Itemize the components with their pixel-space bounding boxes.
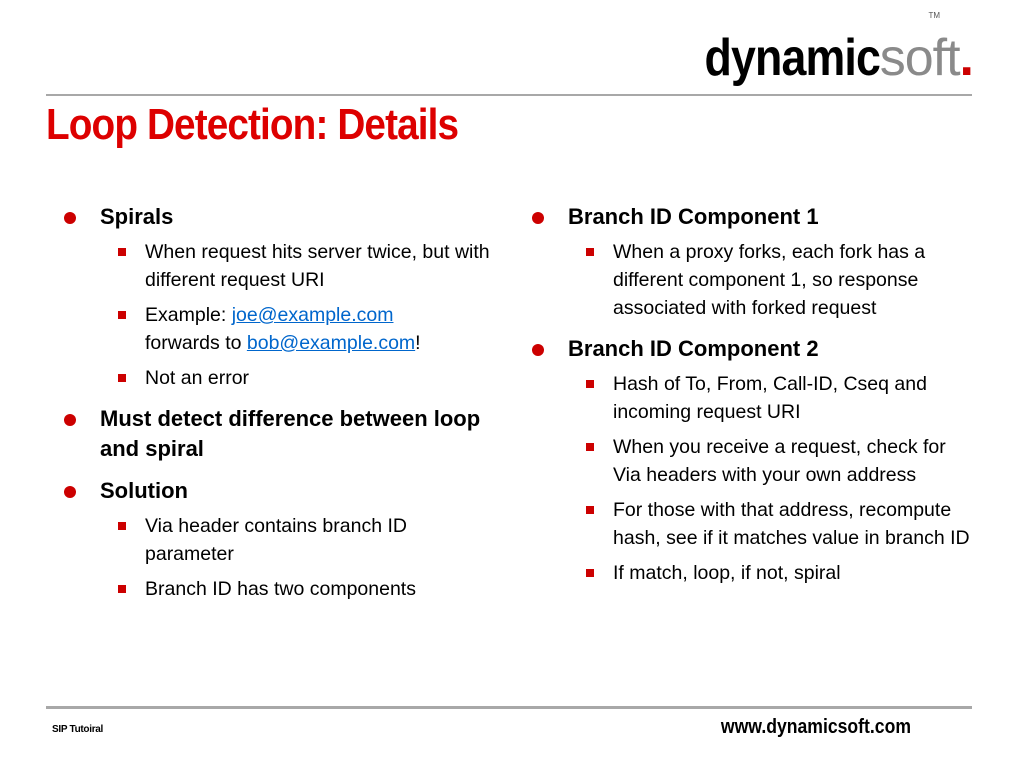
sub-bullet-text: When request hits server twice, but with different request URI bbox=[145, 241, 490, 291]
bullet-solution bbox=[64, 476, 494, 506]
sub-bullet-text: When a proxy forks, each fork has a different component 1, so response associated with forked request bbox=[613, 241, 926, 319]
sub-bullet-recompute-hash bbox=[532, 496, 972, 552]
square-bullet-icon bbox=[586, 506, 594, 514]
sub-bullet-via-header bbox=[64, 512, 494, 568]
bullet-must-detect bbox=[64, 404, 494, 464]
example-suffix: ! bbox=[415, 332, 421, 354]
sub-bullet-text: Hash of To, From, Call-ID, Cseq and incoming request URI bbox=[613, 373, 927, 423]
bullet-solution-text: Solution bbox=[100, 478, 188, 503]
sub-bullet-text: Branch ID has two components bbox=[145, 578, 416, 600]
bullet-spirals-text: Spirals bbox=[100, 204, 174, 229]
sub-bullet-receive-request bbox=[532, 433, 972, 489]
logo-light-text: soft bbox=[879, 29, 960, 87]
footer-label: SIP Tutoiral bbox=[52, 724, 104, 735]
component1-group bbox=[532, 202, 972, 322]
round-bullet-icon bbox=[532, 344, 544, 356]
round-bullet-icon bbox=[532, 212, 544, 224]
sub-bullet-text: If match, loop, if not, spiral bbox=[613, 562, 841, 584]
example-prefix: Example: bbox=[145, 304, 232, 326]
right-column bbox=[532, 202, 972, 599]
footer-website-link[interactable]: www.dynamicsoft.com bbox=[720, 716, 911, 738]
logo-bold-text: dynamic bbox=[704, 29, 880, 87]
sub-bullet-text: Via header contains branch ID parameter bbox=[145, 515, 407, 565]
spirals-group bbox=[64, 202, 494, 392]
square-bullet-icon bbox=[118, 248, 126, 256]
sub-bullet-text: When you receive a request, check for Via headers with your own address bbox=[613, 436, 946, 486]
sub-bullet-text: For those with that address, recompute hash, see if it matches value in branch ID bbox=[613, 499, 970, 549]
bullet-spirals bbox=[64, 202, 494, 232]
bullet-component-2-text: Branch ID Component 2 bbox=[568, 336, 819, 361]
square-bullet-icon bbox=[586, 443, 594, 451]
must-detect-group bbox=[64, 404, 494, 464]
joe-email-link[interactable]: joe@example.com bbox=[231, 304, 394, 326]
square-bullet-icon bbox=[586, 569, 594, 577]
logo-trademark: TM bbox=[928, 11, 940, 20]
round-bullet-icon bbox=[64, 414, 76, 426]
bob-email-link[interactable]: bob@example.com bbox=[246, 332, 416, 354]
solution-group bbox=[64, 476, 494, 603]
sub-bullet-example bbox=[64, 301, 494, 357]
square-bullet-icon bbox=[118, 311, 126, 319]
component2-group bbox=[532, 334, 972, 587]
square-bullet-icon bbox=[586, 380, 594, 388]
top-divider bbox=[46, 94, 972, 96]
bullet-must-detect-text: Must detect difference between loop and spiral bbox=[100, 406, 481, 461]
left-column bbox=[64, 202, 494, 615]
bullet-component-1 bbox=[532, 202, 972, 232]
dynamicsoft-logo bbox=[676, 11, 974, 90]
square-bullet-icon bbox=[586, 248, 594, 256]
sub-bullet-two-components bbox=[64, 575, 494, 603]
sub-bullet-not-error bbox=[64, 364, 494, 392]
square-bullet-icon bbox=[118, 522, 126, 530]
sub-bullet-if-match bbox=[532, 559, 972, 587]
bullet-component-2 bbox=[532, 334, 972, 364]
example-mid: forwards to bbox=[145, 332, 247, 354]
bullet-component-1-text: Branch ID Component 1 bbox=[568, 204, 819, 229]
logo-dot: . bbox=[959, 29, 974, 87]
square-bullet-icon bbox=[118, 374, 126, 382]
round-bullet-icon bbox=[64, 212, 76, 224]
sub-bullet-text: Not an error bbox=[145, 367, 250, 389]
round-bullet-icon bbox=[64, 486, 76, 498]
bottom-divider bbox=[46, 706, 972, 709]
square-bullet-icon bbox=[118, 585, 126, 593]
slide-title: Loop Detection: Details bbox=[46, 100, 459, 149]
sub-bullet-proxy-forks bbox=[532, 238, 972, 322]
sub-bullet-hits-twice bbox=[64, 238, 494, 294]
sub-bullet-hash bbox=[532, 370, 972, 426]
